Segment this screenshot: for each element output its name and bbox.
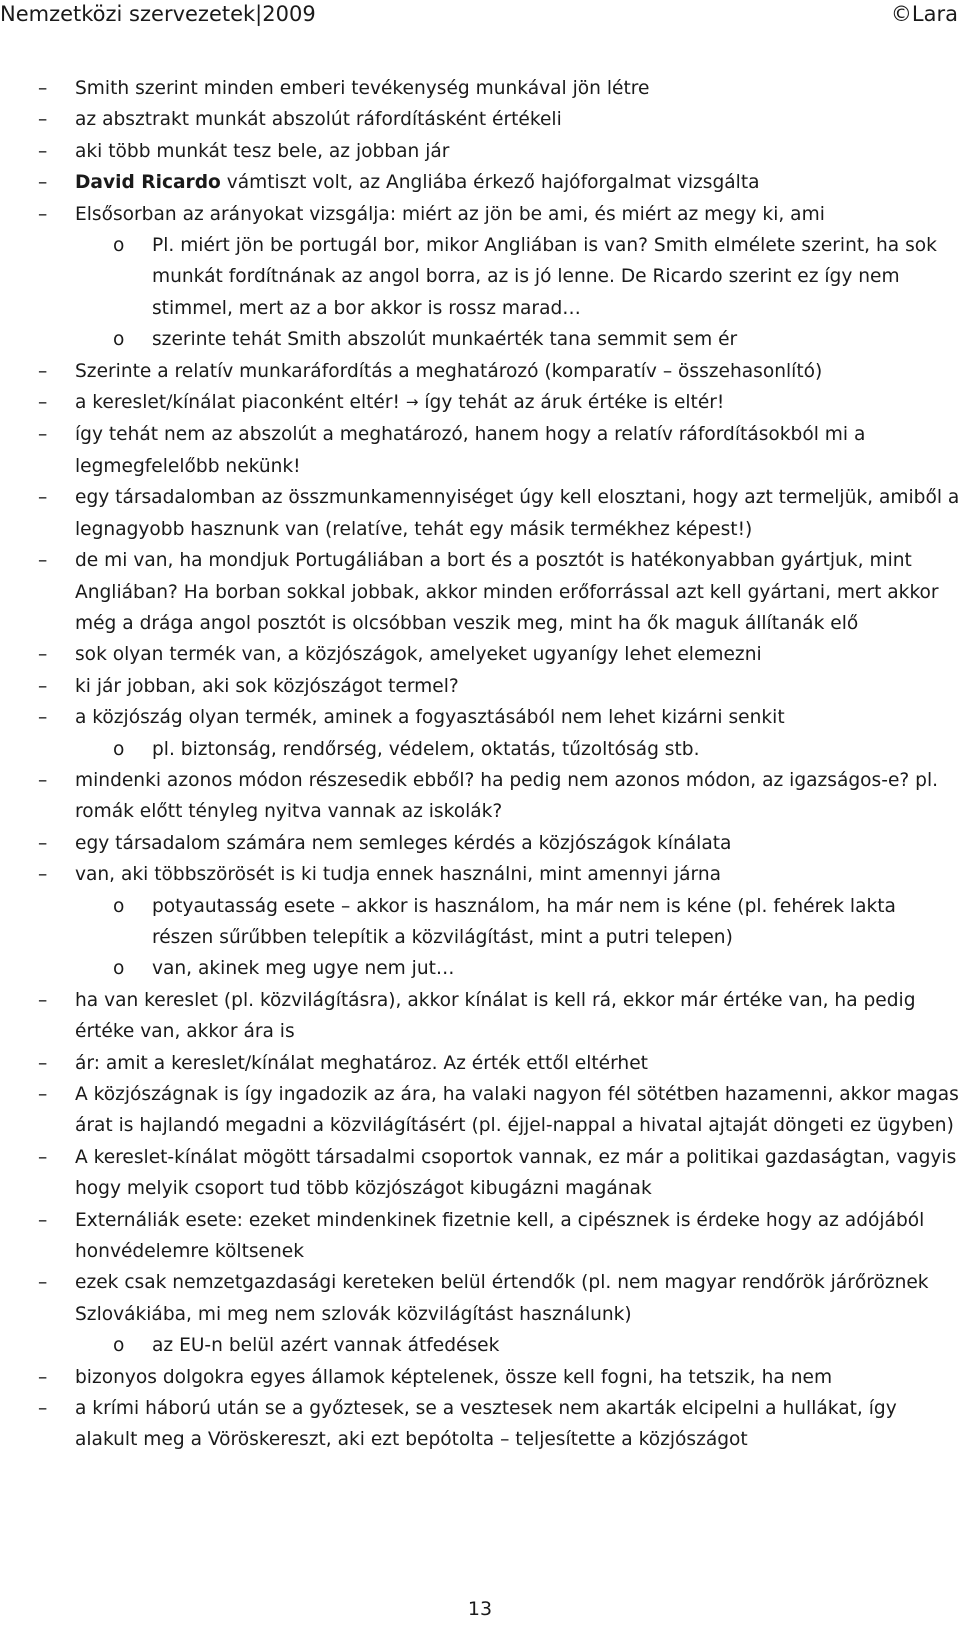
item-text: de mi van, ha mondjuk Portugáliában a bort és a posztót is hatékonyabban gyártjuk, mint Angliában? Ha borban sokkal jobbak, akkor minden erőforrással azt kell gyártani, mert akkor még a drága angol posztót is olcsóbban veszik meg, mint ha ők maguk állítanák elő bbox=[75, 550, 939, 634]
list-item bbox=[0, 167, 960, 198]
list-item bbox=[0, 1393, 960, 1456]
item-text: bizonyos dolgokra egyes államok képtelenek, össze kell fogni, ha tetszik, ha nem bbox=[75, 1366, 833, 1388]
list-item bbox=[0, 765, 960, 828]
list-item bbox=[0, 1142, 960, 1205]
item-text: ha van kereslet (pl. közvilágításra), akkor kínálat is kell rá, ekkor már értéke van, ha pedig értéke van, akkor ára is bbox=[75, 989, 916, 1043]
bullet-marker: o bbox=[113, 895, 125, 917]
header-copyright: ©Lara bbox=[890, 2, 958, 26]
list-item bbox=[0, 671, 960, 702]
item-text: ezek csak nemzetgazdasági kereteken belül értendők (pl. nem magyar rendőrök járőröznek Szlovákiába, mi meg nem szlovák közvilágítást használunk) bbox=[75, 1272, 929, 1325]
list-item bbox=[0, 702, 960, 733]
sub-list-item bbox=[0, 230, 960, 324]
list-item bbox=[0, 545, 960, 639]
header-title: Nemzetközi szervezetek|2009 bbox=[0, 2, 316, 26]
sub-list-item bbox=[0, 953, 960, 984]
list-item bbox=[0, 419, 960, 482]
list-item bbox=[0, 859, 960, 890]
item-text: aki több munkát tesz bele, az jobban jár bbox=[75, 140, 450, 162]
item-text: Elsősorban az arányokat vizsgálja: miért az jön be ami, és miért az megy ki, ami bbox=[75, 203, 825, 225]
dash-marker: – bbox=[38, 172, 48, 194]
sub-list-item bbox=[0, 891, 960, 954]
item-text: a kereslet/kínálat piaconként eltér! bbox=[75, 392, 406, 414]
dash-marker: – bbox=[38, 78, 48, 99]
item-text: Pl. miért jön be portugál bor, mikor Angliában is van? Smith elmélete szerint, ha sok munkát fordítnának az angol borra, az is jó lenne. De Ricardo szerint ez így nem stimmel, mert az a bor akkor is rossz marad… bbox=[152, 235, 937, 319]
bold-name: David Ricardo bbox=[75, 172, 221, 194]
item-text: van, aki többszörösét is ki tudja ennek használni, mint amennyi járna bbox=[75, 864, 722, 886]
list-item bbox=[0, 1205, 960, 1268]
sub-list-item bbox=[0, 324, 960, 355]
item-text: így tehát nem az abszolút a meghatározó, hanem hogy a relatív ráfordításokból mi a legmegfelelőbb nekünk! bbox=[75, 424, 866, 477]
bullet-marker: o bbox=[113, 958, 125, 980]
sub-list-item bbox=[0, 734, 960, 765]
page-number: 13 bbox=[467, 1598, 493, 1620]
item-text: potyautasság esete – akkor is használom, ha már nem is kéne (pl. fehérek lakta részen sűrűbben telepítik a közvilágítást, mint a putri telepen) bbox=[152, 895, 896, 948]
dash-marker: – bbox=[38, 644, 48, 666]
dash-marker: – bbox=[38, 550, 48, 572]
list-item bbox=[0, 356, 960, 387]
dash-marker: – bbox=[38, 109, 48, 131]
dash-marker: – bbox=[38, 1146, 48, 1168]
dash-marker: – bbox=[38, 203, 48, 225]
list-item bbox=[0, 387, 960, 419]
list-item bbox=[0, 482, 960, 545]
dash-marker: – bbox=[38, 1272, 48, 1294]
list-item bbox=[0, 1267, 960, 1330]
dash-marker: – bbox=[38, 1366, 48, 1388]
page-header bbox=[0, 0, 960, 30]
bullet-marker: o bbox=[113, 1335, 125, 1357]
list-item bbox=[0, 136, 960, 167]
item-text: pl. biztonság, rendőrség, védelem, oktatás, tűzoltóság stb. bbox=[152, 738, 700, 760]
dash-marker: – bbox=[38, 707, 48, 729]
list-item bbox=[0, 1079, 960, 1142]
item-text: a krími háború után se a győztesek, se a vesztesek nem akarták elcipelni a hullákat, így alakult meg a Vöröskereszt, aki ezt bepótolta – teljesítette a közjószágot bbox=[75, 1398, 897, 1451]
item-text: az absztrakt munkát abszolút ráfordításként értékeli bbox=[75, 109, 562, 131]
item-text-continued: így tehát az áruk értéke is eltér! bbox=[418, 392, 725, 414]
list-item bbox=[0, 104, 960, 135]
dash-marker: – bbox=[38, 360, 48, 382]
dash-marker: – bbox=[38, 1209, 48, 1231]
item-text: Externáliák esete: ezeket mindenkinek fizetnie kell, a cipésznek is érdeke hogy az adójából honvédelemre költsenek bbox=[75, 1209, 925, 1263]
document-body bbox=[0, 73, 960, 1456]
list-item bbox=[0, 199, 960, 230]
list-item bbox=[0, 1048, 960, 1079]
item-text: ki jár jobban, aki sok közjószágot termel? bbox=[75, 675, 459, 697]
bullet-marker: o bbox=[113, 235, 125, 257]
item-text: a közjószág olyan termék, aminek a fogyasztásából nem lehet kizárni senkit bbox=[75, 707, 785, 729]
dash-marker: – bbox=[38, 989, 48, 1011]
item-text: A közjószágnak is így ingadozik az ára, ha valaki nagyon fél sötétben hazamenni, akkor magas árat is hajlandó megadni a közvilágításért (pl. éjjel-nappal a hivatal ajtaját döngeti ez ügyben) bbox=[75, 1084, 959, 1137]
item-text: egy társadalom számára nem semleges kérdés a közjószágok kínálata bbox=[75, 832, 732, 854]
list-item bbox=[0, 1362, 960, 1393]
item-text: vámtiszt volt, az Angliába érkező hajóforgalmat vizsgálta bbox=[220, 172, 760, 194]
list-item bbox=[0, 828, 960, 859]
dash-marker: – bbox=[38, 1084, 48, 1105]
list-item bbox=[0, 985, 960, 1048]
item-text: ár: amit a kereslet/kínálat meghatároz. Az érték ettől eltérhet bbox=[75, 1052, 648, 1074]
item-text: van, akinek meg ugye nem jut… bbox=[152, 958, 455, 980]
item-text: egy társadalomban az összmunkamennyiséget úgy kell elosztani, hogy azt termeljük, amiből a legnagyobb hasznunk van (relatíve, tehát egy másik termékhez képest!) bbox=[75, 487, 960, 540]
list-item bbox=[0, 73, 960, 104]
item-text: az EU-n belül azért vannak átfedések bbox=[152, 1335, 500, 1357]
right-arrow-icon: → bbox=[405, 393, 419, 412]
item-text: Szerinte a relatív munkaráfordítás a meghatározó (komparatív – összehasonlító) bbox=[75, 360, 823, 382]
dash-marker: – bbox=[38, 487, 48, 509]
item-text: Smith szerint minden emberi tevékenység munkával jön létre bbox=[75, 78, 650, 99]
item-text: sok olyan termék van, a közjószágok, amelyeket ugyanígy lehet elemezni bbox=[75, 644, 762, 666]
item-text: A kereslet-kínálat mögött társadalmi csoportok vannak, ez már a politikai gazdaságtan, vagyis hogy melyik csoport tud több közjószágot kibugázni magának bbox=[75, 1146, 957, 1200]
dash-marker: – bbox=[38, 832, 48, 854]
dash-marker: – bbox=[38, 1052, 48, 1074]
sub-list-item bbox=[0, 1330, 960, 1361]
item-text: mindenki azonos módon részesedik ebből? ha pedig nem azonos módon, az igazságos-e? pl. romák előtt tényleg nyitva vannak az iskolák? bbox=[75, 769, 939, 823]
dash-marker: – bbox=[38, 675, 48, 697]
item-text: szerinte tehát Smith abszolút munkaérték tana semmit sem ér bbox=[152, 329, 738, 351]
list-item bbox=[0, 639, 960, 670]
dash-marker: – bbox=[38, 864, 48, 886]
dash-marker: – bbox=[38, 140, 48, 162]
dash-marker: – bbox=[38, 1398, 48, 1420]
dash-marker: – bbox=[38, 392, 48, 414]
bullet-marker: o bbox=[113, 738, 125, 760]
dash-marker: – bbox=[38, 769, 48, 791]
bullet-marker: o bbox=[113, 329, 125, 351]
dash-marker: – bbox=[38, 424, 48, 446]
